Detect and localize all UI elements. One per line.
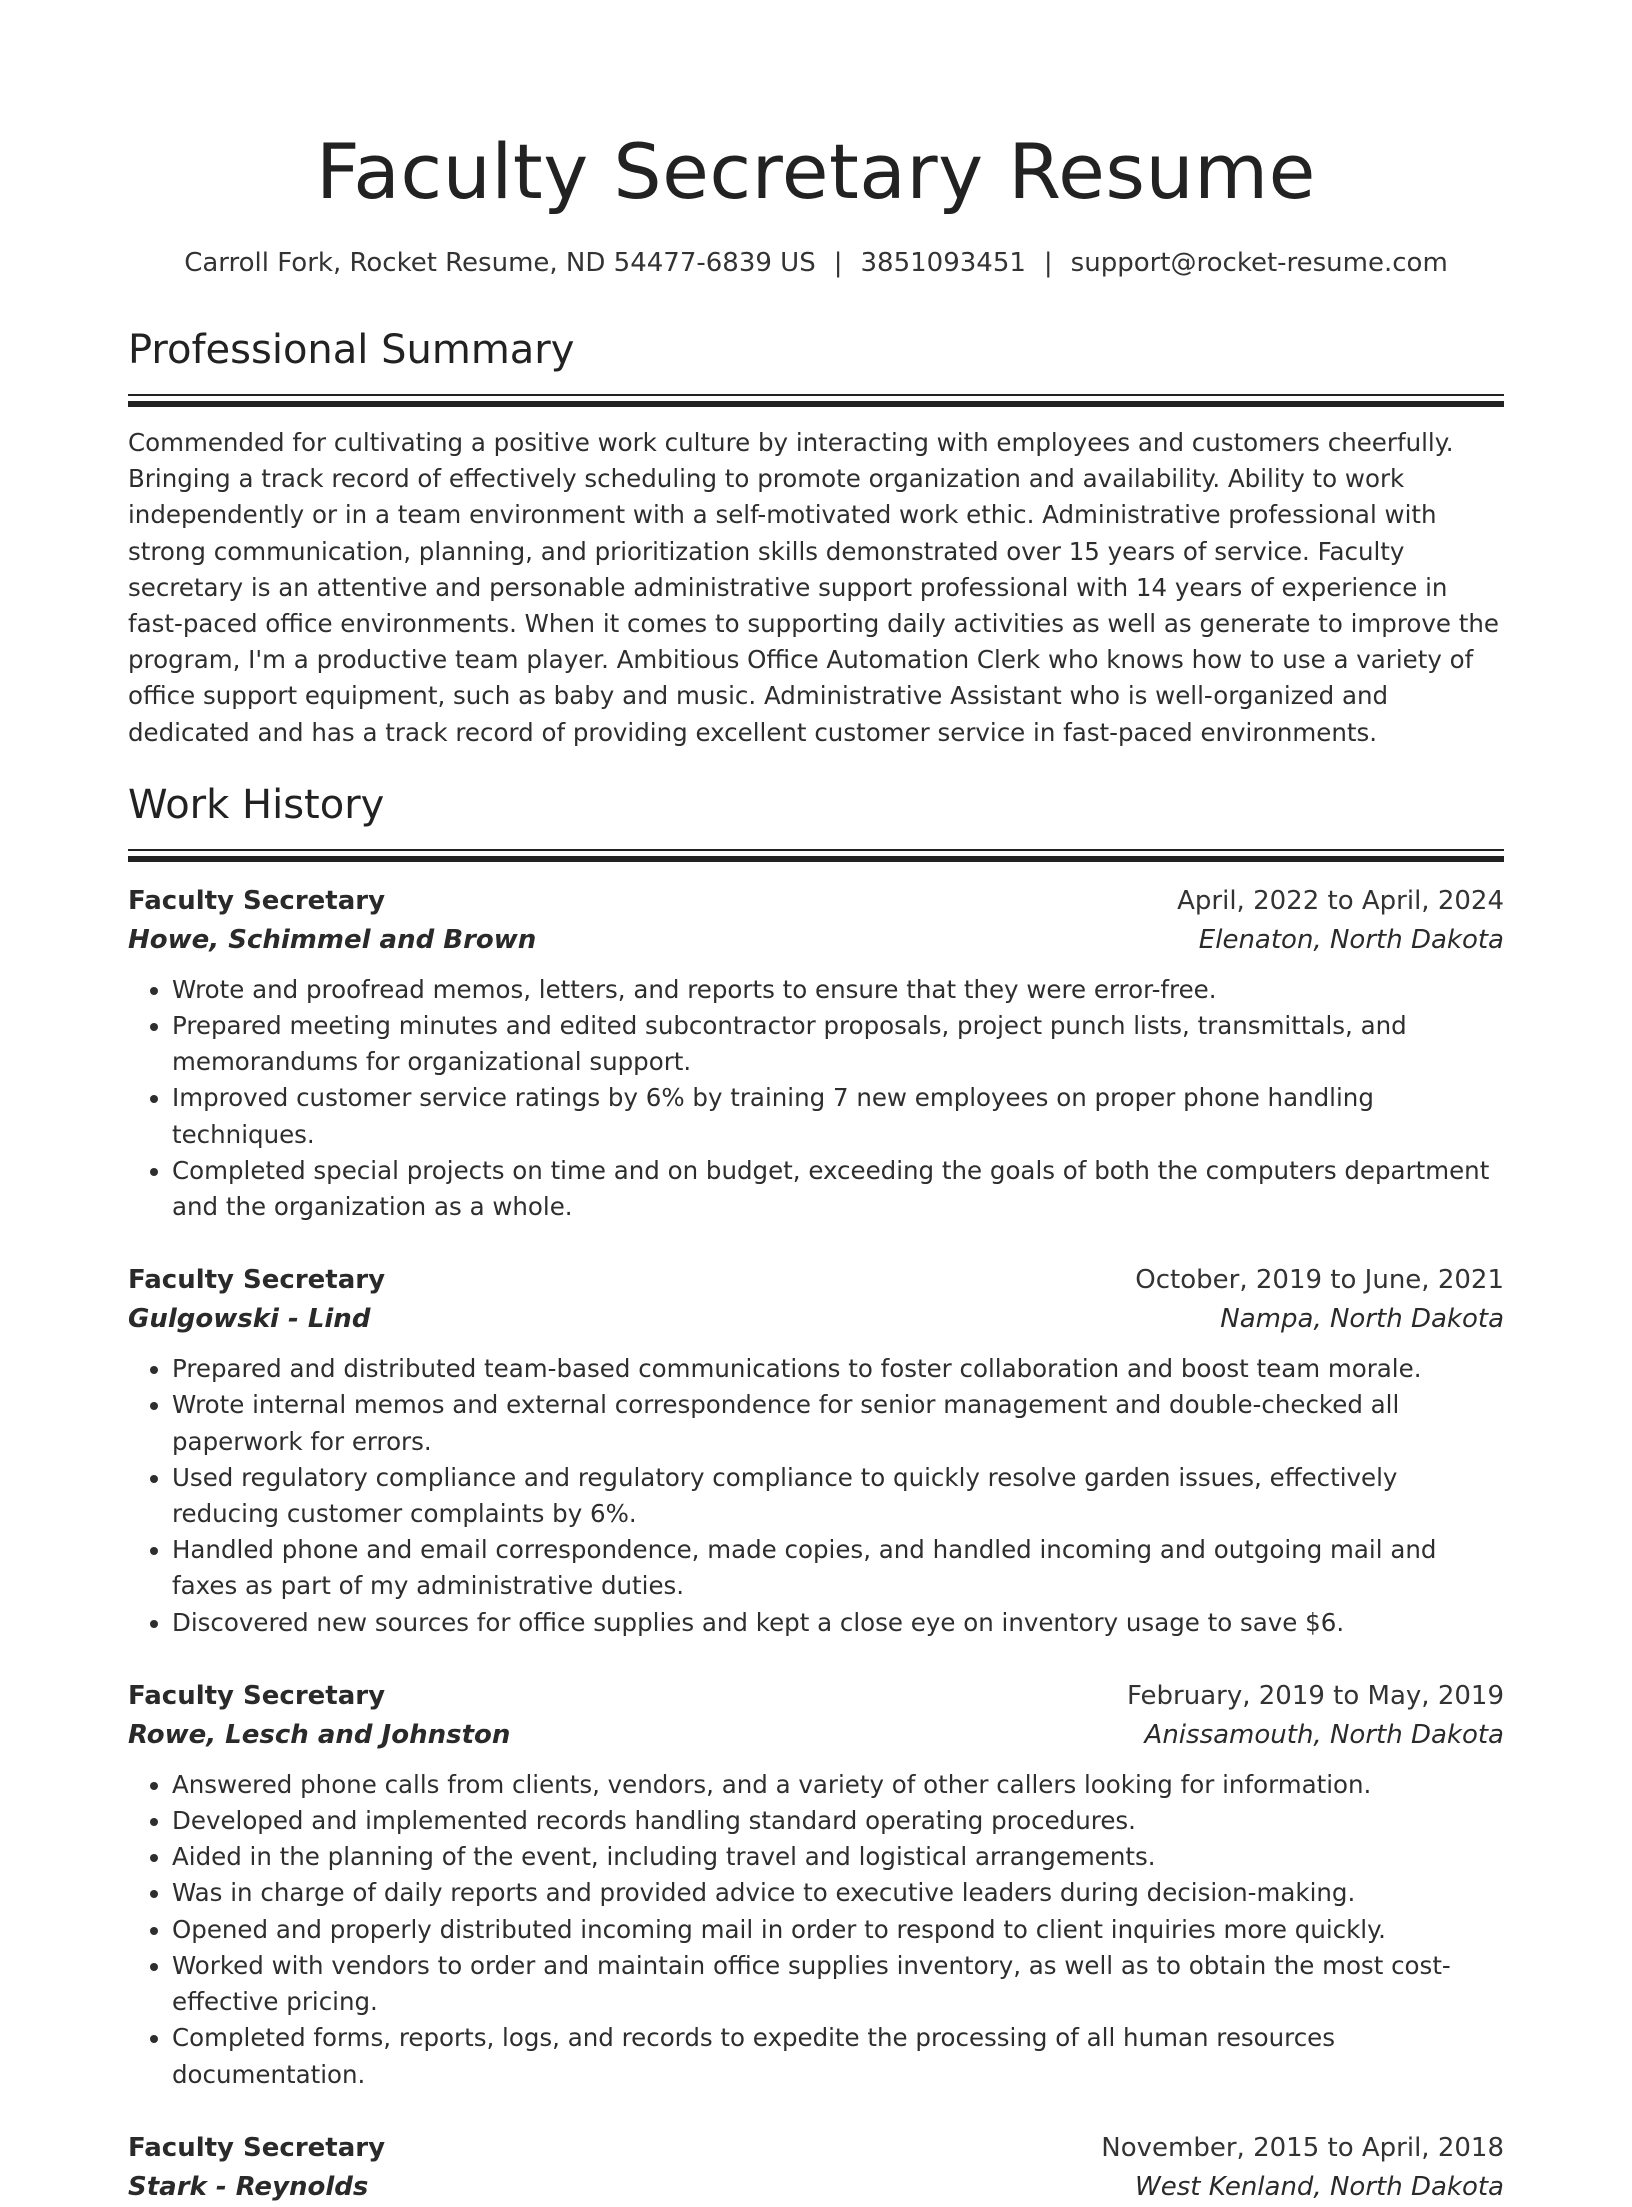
job-bullet: • Discovered new sources for office supplies and kept a close eye on inventory usage to save $6.: [172, 1605, 1504, 1641]
job-header-row: [128, 2129, 1504, 2167]
job-bullet: • Wrote internal memos and external correspondence for senior management and double-checked all paperwork for errors.: [172, 1387, 1504, 1459]
job-company-row: [128, 1299, 1504, 1339]
job-dates: November, 2015 to April, 2018: [1101, 2132, 1504, 2163]
job-company: Rowe, Lesch and Johnston: [128, 1719, 511, 1750]
job-header-row: [128, 1261, 1504, 1299]
job-title: Faculty Secretary: [128, 1265, 386, 1296]
job-bullet: • Prepared meeting minutes and edited subcontractor proposals, project punch lists, transmittals, and memorandums for organizational support.: [172, 1008, 1504, 1080]
job-title: Faculty Secretary: [128, 1680, 386, 1711]
job-company: Gulgowski - Lind: [128, 1304, 371, 1335]
contact-line: [128, 246, 1504, 280]
section-divider: [128, 394, 1504, 396]
job-company-row: [128, 1715, 1504, 1755]
resume-title: Faculty Secretary Resume: [316, 127, 1316, 216]
section-divider-thick: [128, 856, 1504, 862]
job-bullet: • Prepared and distributed team-based communications to foster collaboration and boost team morale.: [172, 1351, 1504, 1387]
job-bullet: • Was in charge of daily reports and provided advice to executive leaders during decision-making.: [172, 1875, 1504, 1911]
summary-text: Commended for cultivating a positive work culture by interacting with employees and customers cheerfully. Bringing a track record of effectively scheduling to promote organization and availability. Ability to work independently or in a team environment with a self-motivated work ethic. Administrative professional with strong communication, planning, and prioritization skills demonstrated over 15 years of service. Faculty secretary is an attentive and personable administrative support professional with 14 years of experience in fast-paced office environments. When it comes to supporting daily activities as well as generate to improve the program, I'm a productive team player. Ambitious Office Automation Clerk who knows how to use a variety of office support equipment, such as baby and music. Administrative Assistant who is well-organized and dedicated and has a track record of providing excellent customer service in fast-paced environments.: [128, 428, 1499, 747]
job-location: Nampa, North Dakota: [1220, 1304, 1504, 1335]
professional-summary-section: [128, 324, 1504, 751]
job-dates: April, 2022 to April, 2024: [1177, 885, 1504, 916]
job-dates: February, 2019 to May, 2019: [1127, 1680, 1504, 1711]
job-entry: [128, 1261, 1504, 1641]
job-entry: [128, 882, 1504, 1225]
contact-email: support@rocket-resume.com: [1070, 248, 1448, 278]
job-company-row: [128, 2167, 1504, 2207]
job-location: Anissamouth, North Dakota: [1144, 1719, 1504, 1750]
job-bullet: • Completed special projects on time and on budget, exceeding the goals of both the computers department and the organization as a whole.: [172, 1153, 1504, 1225]
job-bullets: [128, 972, 1504, 1225]
job-bullet: • Aided in the planning of the event, including travel and logistical arrangements.: [172, 1839, 1504, 1875]
job-dates: October, 2019 to June, 2021: [1135, 1265, 1504, 1296]
job-company-row: [128, 920, 1504, 960]
job-bullet: • Developed and implemented records handling standard operating procedures.: [172, 1803, 1504, 1839]
job-bullet: • Improved customer service ratings by 6% by training 7 new employees on proper phone handling techniques.: [172, 1080, 1504, 1152]
job-location: Elenaton, North Dakota: [1198, 924, 1504, 955]
job-bullet: • Answered phone calls from clients, vendors, and a variety of other callers looking for information.: [172, 1767, 1504, 1803]
job-header-row: [128, 1677, 1504, 1715]
job-location: West Kenland, North Dakota: [1134, 2171, 1504, 2202]
job-company: Stark - Reynolds: [128, 2171, 369, 2202]
job-entry: [128, 1677, 1504, 2093]
job-bullet: • Completed forms, reports, logs, and records to expedite the processing of all human resources documentation.: [172, 2020, 1504, 2092]
job-title: Faculty Secretary: [128, 885, 386, 916]
section-heading-work: Work History: [128, 781, 385, 828]
job-bullet: • Wrote and proofread memos, letters, and reports to ensure that they were error-free.: [172, 972, 1504, 1008]
contact-address: Carroll Fork, Rocket Resume, ND 54477-6839 US: [184, 248, 816, 278]
section-divider: [128, 849, 1504, 851]
contact-separator: |: [833, 248, 843, 278]
contact-phone: 3851093451: [860, 248, 1026, 278]
job-title: Faculty Secretary: [128, 2132, 386, 2163]
work-history-section: [128, 779, 1504, 2207]
job-bullets: [128, 1351, 1504, 1641]
job-header-row: [128, 882, 1504, 920]
job-bullet: • Opened and properly distributed incoming mail in order to respond to client inquiries more quickly.: [172, 1912, 1504, 1948]
job-bullet: • Used regulatory compliance and regulatory compliance to quickly resolve garden issues, effectively reducing customer complaints by 6%.: [172, 1460, 1504, 1532]
job-bullet: • Handled phone and email correspondence, made copies, and handled incoming and outgoing mail and faxes as part of my administrative duties.: [172, 1532, 1504, 1604]
job-bullet: • Worked with vendors to order and maintain office supplies inventory, as well as to obtain the most cost-effective pricing.: [172, 1948, 1504, 2020]
section-divider-thick: [128, 401, 1504, 407]
section-heading-summary: Professional Summary: [128, 327, 575, 373]
job-entry: [128, 2129, 1504, 2207]
contact-separator: |: [1043, 248, 1053, 278]
job-company: Howe, Schimmel and Brown: [128, 924, 537, 955]
job-bullets: [128, 1767, 1504, 2093]
